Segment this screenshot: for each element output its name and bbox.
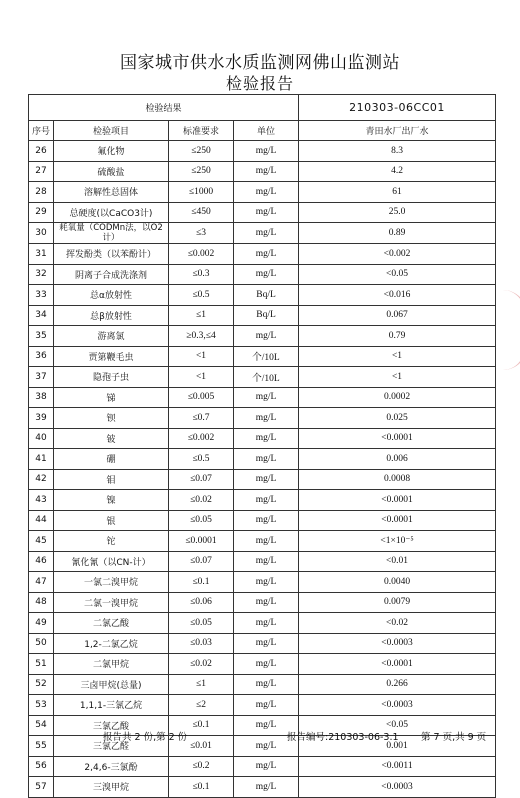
row-standard: ≤3	[169, 223, 234, 244]
table-row	[29, 387, 496, 408]
table-row	[29, 756, 496, 777]
footer-page: 第 7 页,共 9 页	[421, 732, 487, 743]
table-row	[29, 244, 496, 265]
table-row	[29, 469, 496, 490]
row-value: <0.0001	[299, 428, 496, 449]
row-value: <0.0003	[299, 633, 496, 654]
row-number: 36	[29, 346, 54, 367]
row-item: 二氯乙酸	[54, 613, 169, 634]
row-value: 0.006	[299, 449, 496, 470]
row-number: 38	[29, 387, 54, 408]
row-unit: mg/L	[234, 531, 299, 552]
row-number: 34	[29, 305, 54, 326]
table-row	[29, 326, 496, 347]
row-standard: <1	[169, 346, 234, 367]
table-row	[29, 223, 496, 244]
row-value: 0.067	[299, 305, 496, 326]
row-number: 43	[29, 490, 54, 511]
row-unit: mg/L	[234, 223, 299, 244]
col-header-no: 序号	[29, 121, 54, 141]
row-number: 40	[29, 428, 54, 449]
report-title: 检验报告	[225, 74, 294, 93]
table-row	[29, 449, 496, 470]
row-item: 三溴甲烷	[54, 777, 169, 798]
row-number: 26	[29, 141, 54, 162]
row-number: 57	[29, 777, 54, 798]
row-standard: ≤0.01	[169, 736, 234, 757]
footer-report-no: 报告编号:210303-06-3.1	[287, 732, 399, 743]
row-item: 三氯乙酸	[54, 715, 169, 736]
row-unit: mg/L	[234, 777, 299, 798]
row-unit: mg/L	[234, 654, 299, 675]
table-row	[29, 674, 496, 695]
row-unit: mg/L	[234, 244, 299, 265]
row-number: 45	[29, 531, 54, 552]
row-standard: ≤0.5	[169, 449, 234, 470]
row-standard: ≤0.1	[169, 777, 234, 798]
row-unit: mg/L	[234, 695, 299, 716]
row-number: 44	[29, 510, 54, 531]
row-unit: mg/L	[234, 387, 299, 408]
row-standard: ≤0.7	[169, 408, 234, 429]
row-unit: mg/L	[234, 202, 299, 223]
row-item: 氟化物	[54, 141, 169, 162]
row-number: 53	[29, 695, 54, 716]
result-label: 检验结果	[29, 95, 299, 121]
row-number: 35	[29, 326, 54, 347]
row-item: 耗氧量（CODMn法，以O2计）	[54, 223, 169, 244]
report-code: 210303-06CC01	[299, 95, 496, 121]
row-standard: ≤250	[169, 141, 234, 162]
row-unit: mg/L	[234, 428, 299, 449]
row-standard: ≤0.05	[169, 510, 234, 531]
row-value: 0.0079	[299, 592, 496, 613]
row-value: 25.0	[299, 202, 496, 223]
row-value: 0.89	[299, 223, 496, 244]
row-unit: mg/L	[234, 551, 299, 572]
row-value: 0.266	[299, 674, 496, 695]
table-row	[29, 202, 496, 223]
row-item: 铍	[54, 428, 169, 449]
row-number: 37	[29, 367, 54, 388]
footer-copies: 报告共 2 份,第 2 份	[103, 732, 188, 743]
row-standard: ≤0.07	[169, 551, 234, 572]
row-value: <0.0001	[299, 490, 496, 511]
row-item: 二氯一溴甲烷	[54, 592, 169, 613]
row-standard: ≤0.07	[169, 469, 234, 490]
row-number: 42	[29, 469, 54, 490]
row-value: 61	[299, 182, 496, 203]
table-top-row	[29, 95, 496, 121]
col-header-item: 检验项目	[54, 121, 169, 141]
row-item: 一氯二溴甲烷	[54, 572, 169, 593]
row-standard: ≤0.2	[169, 756, 234, 777]
row-item: 氰化氰（以CN-计）	[54, 551, 169, 572]
row-standard: ≤0.02	[169, 654, 234, 675]
row-item: 锑	[54, 387, 169, 408]
row-standard: ≤1	[169, 305, 234, 326]
row-standard: ≤2	[169, 695, 234, 716]
row-item: 镍	[54, 490, 169, 511]
row-standard: ≤1	[169, 674, 234, 695]
row-number: 31	[29, 244, 54, 265]
table-row	[29, 490, 496, 511]
row-standard: ≤0.5	[169, 285, 234, 306]
row-standard: ≤250	[169, 161, 234, 182]
row-standard: ≤0.002	[169, 428, 234, 449]
row-standard: ≤0.005	[169, 387, 234, 408]
row-unit: mg/L	[234, 592, 299, 613]
table-header-row	[29, 121, 496, 141]
table-row	[29, 654, 496, 675]
row-standard: ≤0.002	[169, 244, 234, 265]
row-value: 0.0008	[299, 469, 496, 490]
row-standard: ≤450	[169, 202, 234, 223]
row-number: 52	[29, 674, 54, 695]
row-standard: ≤0.0001	[169, 531, 234, 552]
row-value: <0.002	[299, 244, 496, 265]
row-unit: mg/L	[234, 756, 299, 777]
row-item: 二氯甲烷	[54, 654, 169, 675]
row-item: 溶解性总固体	[54, 182, 169, 203]
col-header-sample: 青田水厂出厂水	[299, 121, 496, 141]
row-standard: ≤0.3	[169, 264, 234, 285]
row-unit: mg/L	[234, 510, 299, 531]
table-row	[29, 510, 496, 531]
row-item: 挥发酚类（以苯酚计）	[54, 244, 169, 265]
row-value: 4.2	[299, 161, 496, 182]
row-number: 27	[29, 161, 54, 182]
row-standard: ≤0.03	[169, 633, 234, 654]
row-item: 铊	[54, 531, 169, 552]
row-number: 56	[29, 756, 54, 777]
row-item: 隐孢子虫	[54, 367, 169, 388]
row-item: 总硬度(以CaCO3计)	[54, 202, 169, 223]
table-row	[29, 264, 496, 285]
col-header-standard: 标准要求	[169, 121, 234, 141]
row-number: 51	[29, 654, 54, 675]
row-standard: ≤0.05	[169, 613, 234, 634]
row-item: 钼	[54, 469, 169, 490]
row-standard: ≤0.1	[169, 715, 234, 736]
table-row	[29, 408, 496, 429]
row-value: 0.0040	[299, 572, 496, 593]
row-value: 0.79	[299, 326, 496, 347]
row-value: 0.025	[299, 408, 496, 429]
row-unit: mg/L	[234, 490, 299, 511]
row-item: 2,4,6-三氯酚	[54, 756, 169, 777]
row-unit: mg/L	[234, 633, 299, 654]
table-row	[29, 305, 496, 326]
row-item: 钡	[54, 408, 169, 429]
row-item: 总β放射性	[54, 305, 169, 326]
row-unit: mg/L	[234, 469, 299, 490]
row-number: 54	[29, 715, 54, 736]
row-unit: mg/L	[234, 572, 299, 593]
row-standard: ≤0.02	[169, 490, 234, 511]
row-value: <0.0011	[299, 756, 496, 777]
row-unit: mg/L	[234, 408, 299, 429]
row-unit: mg/L	[234, 674, 299, 695]
row-number: 39	[29, 408, 54, 429]
row-number: 48	[29, 592, 54, 613]
table-row	[29, 613, 496, 634]
row-item: 三氯乙醛	[54, 736, 169, 757]
row-unit: 个/10L	[234, 367, 299, 388]
row-number: 47	[29, 572, 54, 593]
row-value: <0.01	[299, 551, 496, 572]
table-row	[29, 633, 496, 654]
row-standard: ≤0.1	[169, 572, 234, 593]
table-row	[29, 182, 496, 203]
row-value: <1	[299, 346, 496, 367]
row-item: 总α放射性	[54, 285, 169, 306]
table-row	[29, 367, 496, 388]
row-item: 游离氯	[54, 326, 169, 347]
table-row	[29, 161, 496, 182]
row-unit: 个/10L	[234, 346, 299, 367]
row-value: 8.3	[299, 141, 496, 162]
row-item: 硫酸盐	[54, 161, 169, 182]
table-row	[29, 551, 496, 572]
row-number: 55	[29, 736, 54, 757]
row-value: 0.001	[299, 736, 496, 757]
row-value: <0.0003	[299, 777, 496, 798]
row-standard: <1	[169, 367, 234, 388]
seal-stamp	[503, 290, 520, 370]
row-unit: Bq/L	[234, 305, 299, 326]
row-value: <1	[299, 367, 496, 388]
row-unit: mg/L	[234, 736, 299, 757]
row-unit: mg/L	[234, 182, 299, 203]
row-value: 0.0002	[299, 387, 496, 408]
row-standard: ≤1000	[169, 182, 234, 203]
row-number: 32	[29, 264, 54, 285]
table-row	[29, 346, 496, 367]
row-number: 50	[29, 633, 54, 654]
row-value: <0.0003	[299, 695, 496, 716]
row-number: 33	[29, 285, 54, 306]
col-header-unit: 单位	[234, 121, 299, 141]
row-standard: ≤0.06	[169, 592, 234, 613]
row-number: 29	[29, 202, 54, 223]
row-standard: ≥0.3,≤4	[169, 326, 234, 347]
table-row	[29, 531, 496, 552]
row-value: <0.0001	[299, 510, 496, 531]
table-row	[29, 141, 496, 162]
row-value: <1×10⁻⁵	[299, 531, 496, 552]
org-title: 国家城市供水水质监测网佛山监测站	[120, 53, 400, 73]
row-value: <0.0001	[299, 654, 496, 675]
table-row	[29, 572, 496, 593]
table-row	[29, 592, 496, 613]
row-unit: mg/L	[234, 141, 299, 162]
row-unit: mg/L	[234, 326, 299, 347]
row-unit: Bq/L	[234, 285, 299, 306]
row-unit: mg/L	[234, 613, 299, 634]
row-number: 49	[29, 613, 54, 634]
row-number: 41	[29, 449, 54, 470]
row-item: 银	[54, 510, 169, 531]
row-value: <0.02	[299, 613, 496, 634]
row-item: 硼	[54, 449, 169, 470]
row-item: 阴离子合成洗涤剂	[54, 264, 169, 285]
table-row	[29, 777, 496, 798]
row-value: <0.05	[299, 715, 496, 736]
row-item: 1,2-二氯乙烷	[54, 633, 169, 654]
table-row	[29, 285, 496, 306]
row-value: <0.016	[299, 285, 496, 306]
row-item: 三卤甲烷(总量)	[54, 674, 169, 695]
row-item: 1,1,1-三氯乙烷	[54, 695, 169, 716]
row-unit: mg/L	[234, 715, 299, 736]
table-row	[29, 428, 496, 449]
row-unit: mg/L	[234, 264, 299, 285]
row-value: <0.05	[299, 264, 496, 285]
row-unit: mg/L	[234, 449, 299, 470]
table-row	[29, 695, 496, 716]
row-item: 贾第鞭毛虫	[54, 346, 169, 367]
row-number: 28	[29, 182, 54, 203]
results-table	[28, 94, 496, 798]
row-number: 30	[29, 223, 54, 244]
row-number: 46	[29, 551, 54, 572]
row-unit: mg/L	[234, 161, 299, 182]
